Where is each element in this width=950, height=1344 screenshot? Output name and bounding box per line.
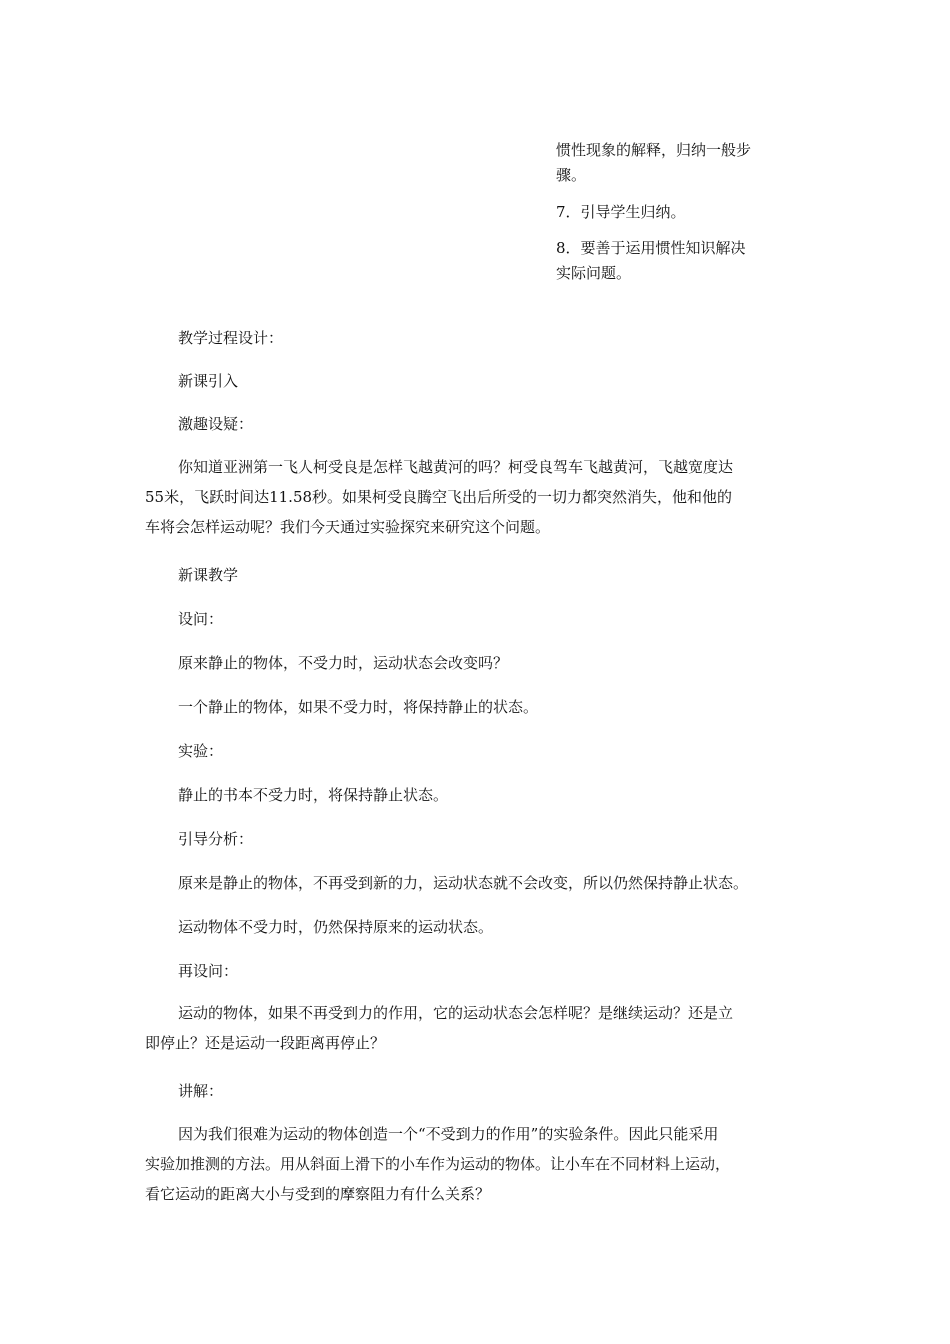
paragraph-line: 车将会怎样运动呢？我们今天通过实验探究来研究这个问题。 xyxy=(145,518,551,536)
analysis-1: 原来是静止的物体，不再受到新的力，运动状态就不会改变，所以仍然保持静止状态。 xyxy=(178,874,749,892)
answer-1: 一个静止的物体，如果不受力时，将保持静止的状态。 xyxy=(178,698,539,716)
side-note-line: 实际问题。 xyxy=(556,264,632,282)
conclusion-1: 运动物体不受力时，仍然保持原来的运动状态。 xyxy=(178,918,494,936)
label-experiment: 实验： xyxy=(178,742,224,760)
paragraph-line: 你知道亚洲第一飞人柯受良是怎样飞越黄河的吗？柯受良驾车飞越黄河，飞越宽度达 xyxy=(178,458,734,476)
side-note-item-6 xyxy=(556,138,796,188)
side-note-line: 8．要善于运用惯性知识解决 xyxy=(556,239,746,257)
label-question: 设问： xyxy=(178,610,224,628)
question-2-paragraph xyxy=(145,998,813,1058)
paragraph-line: 55米，飞跃时间达11.58秒。如果柯受良腾空飞出后所受的一切力都突然消失，他和他的 xyxy=(145,488,733,506)
label-question-2: 再设问： xyxy=(178,962,239,980)
explain-paragraph xyxy=(145,1119,813,1209)
label-analysis: 引导分析： xyxy=(178,830,254,848)
paragraph-line: 实验加推测的方法。用从斜面上滑下的小车作为运动的物体。让小车在不同材料上运动， xyxy=(145,1155,731,1173)
heading-teaching-process: 教学过程设计： xyxy=(178,329,284,347)
side-note-line: 骤。 xyxy=(556,166,587,184)
heading-new-lesson-teaching: 新课教学 xyxy=(178,566,239,584)
side-note-item-7 xyxy=(556,200,796,225)
paragraph-line: 因为我们很难为运动的物体创造一个“不受到力的作用”的实验条件。因此只能采用 xyxy=(178,1125,719,1143)
side-note-line: 惯性现象的解释，归纳一般步 xyxy=(556,141,752,159)
question-1: 原来静止的物体，不受力时，运动状态会改变吗？ xyxy=(178,654,509,672)
label-hook: 激趣设疑： xyxy=(178,415,254,433)
paragraph-line: 看它运动的距离大小与受到的摩察阻力有什么关系？ xyxy=(145,1185,491,1203)
side-note-line: 7．引导学生归纳。 xyxy=(556,203,686,221)
intro-paragraph xyxy=(145,452,813,542)
side-note-item-8 xyxy=(556,236,796,286)
label-explain: 讲解： xyxy=(178,1082,224,1100)
experiment-1: 静止的书本不受力时，将保持静止状态。 xyxy=(178,786,449,804)
paragraph-line: 即停止？还是运动一段距离再停止？ xyxy=(145,1034,386,1052)
heading-new-lesson-intro: 新课引入 xyxy=(178,372,239,390)
paragraph-line: 运动的物体，如果不再受到力的作用，它的运动状态会怎样呢？是继续运动？还是立 xyxy=(178,1004,734,1022)
